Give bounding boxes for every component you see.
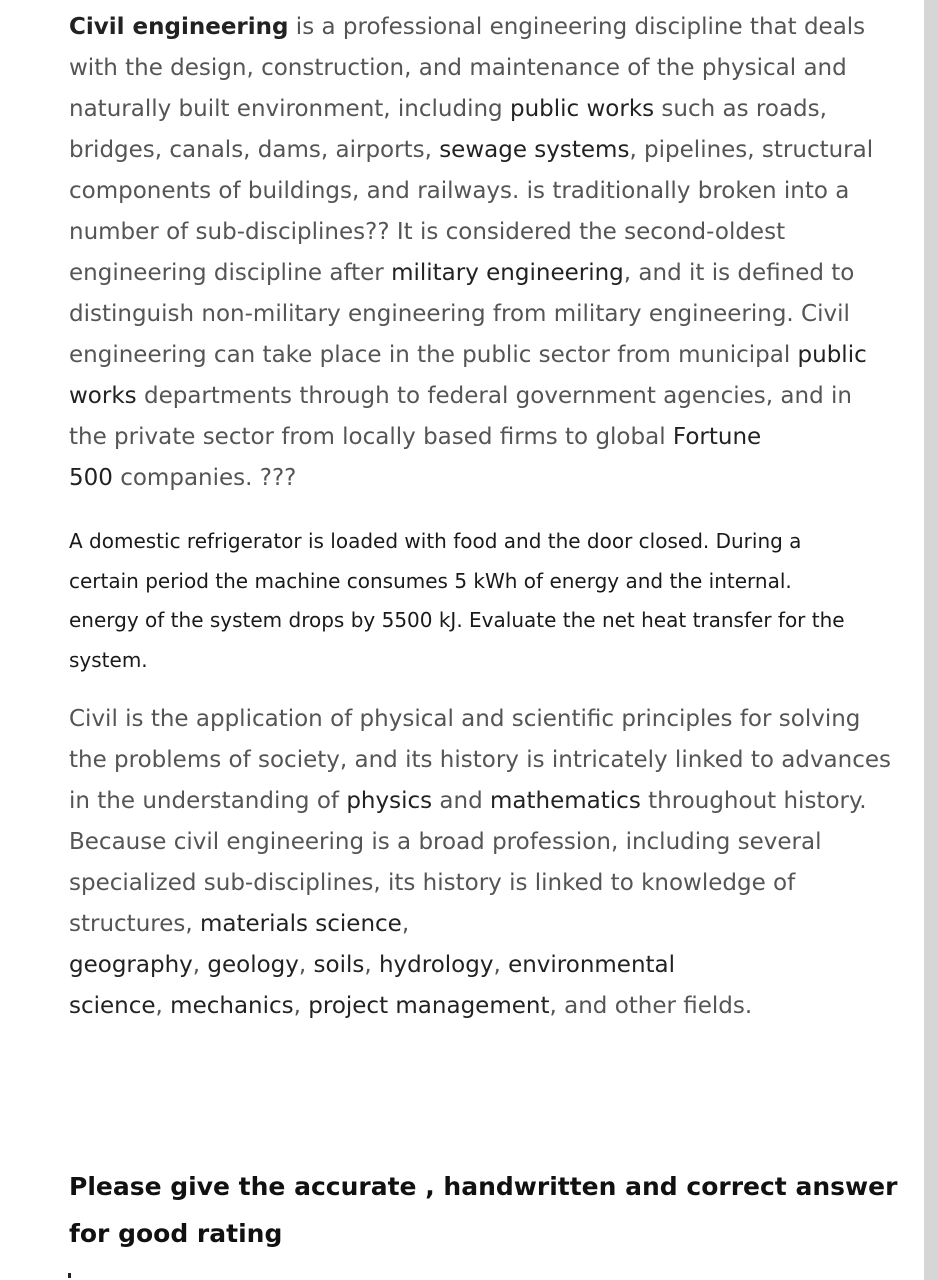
link-fortune-500-cont[interactable]: 500 — [69, 465, 113, 491]
text-line: Because civil engineering is a broad profession, including several — [69, 829, 822, 855]
question-paragraph — [69, 522, 845, 680]
text-line: energy of the system drops by 5500 kJ. Evaluate the net heat transfer for the — [69, 608, 845, 632]
link-physics[interactable]: physics — [346, 788, 433, 814]
text-line: system. — [69, 647, 148, 672]
text-line: 500 companies. ??? — [69, 465, 297, 491]
text-line: works departments through to federal government agencies, and in — [69, 383, 852, 409]
text-line: engineering can take place in the public sector from municipal public — [69, 342, 867, 368]
link-public-works-2-cont[interactable]: works — [69, 383, 137, 409]
term-civil-engineering: Civil engineering — [69, 14, 289, 40]
text-line: components of buildings, and railways. is traditionally broken into a — [69, 178, 850, 204]
scrollbar-track[interactable] — [924, 0, 938, 1280]
link-geology[interactable]: geology — [207, 952, 299, 978]
intro-paragraph — [69, 7, 873, 499]
history-paragraph — [69, 699, 891, 1027]
text-line: certain period the machine consumes 5 kWh of energy and the internal. — [69, 568, 792, 593]
link-materials-science[interactable]: materials science — [199, 911, 402, 937]
text-line: Civil is the application of physical and scientific principles for solving — [69, 706, 861, 732]
link-public-works[interactable]: public works — [509, 96, 655, 122]
text-line: A domestic refrigerator is loaded with food and the door closed. During a — [69, 529, 802, 553]
link-military-engineering[interactable]: military engineering — [391, 260, 624, 286]
text-line: bridges, canals, dams, airports, sewage systems, pipelines, structural — [69, 137, 874, 163]
link-sewage-systems[interactable]: sewage systems — [439, 137, 630, 163]
text-line: with the design, construction, and maintenance of the physical and — [69, 55, 847, 81]
text-line: naturally built environment, including public works such as roads, — [69, 96, 827, 122]
link-project-management[interactable]: project management — [308, 993, 550, 1019]
text-line: the problems of society, and its history is intricately linked to advances — [69, 747, 892, 773]
text-line: for good rating — [69, 1219, 283, 1248]
link-environmental-science-cont[interactable]: science — [69, 993, 156, 1019]
text-line: distinguish non-military engineering from military engineering. Civil — [69, 301, 850, 327]
text-line: in the understanding of physics and mathematics throughout history. — [69, 788, 867, 814]
text-line: science, mechanics, project management, and other fields. — [69, 993, 753, 1019]
text-line: number of sub-disciplines?? It is considered the second-oldest — [69, 219, 786, 245]
link-public-works-2[interactable]: public — [797, 342, 867, 368]
text-line: specialized sub-disciplines, its history is linked to knowledge of — [69, 870, 796, 896]
link-fortune-500[interactable]: Fortune — [672, 424, 762, 450]
text-line: Civil engineering is a professional engineering discipline that deals — [69, 14, 866, 40]
link-environmental-science[interactable]: environmental — [508, 952, 676, 978]
link-hydrology[interactable]: hydrology — [378, 952, 494, 978]
text-line: engineering discipline after military engineering, and it is defined to — [69, 260, 855, 286]
link-soils[interactable]: soils — [313, 952, 365, 978]
link-mechanics[interactable]: mechanics — [170, 993, 294, 1019]
request-paragraph — [69, 1163, 897, 1257]
text-line: geography, geology, soils, hydrology, environmental — [69, 952, 676, 978]
text-line: Please give the accurate , handwritten and correct answer — [69, 1172, 898, 1201]
link-mathematics[interactable]: mathematics — [490, 788, 641, 814]
text-line: structures, materials science, — [69, 911, 410, 937]
link-geography[interactable]: geography — [69, 952, 193, 978]
text-line: the private sector from locally based firms to global Fortune — [69, 424, 762, 450]
stray-mark — [68, 1273, 71, 1278]
